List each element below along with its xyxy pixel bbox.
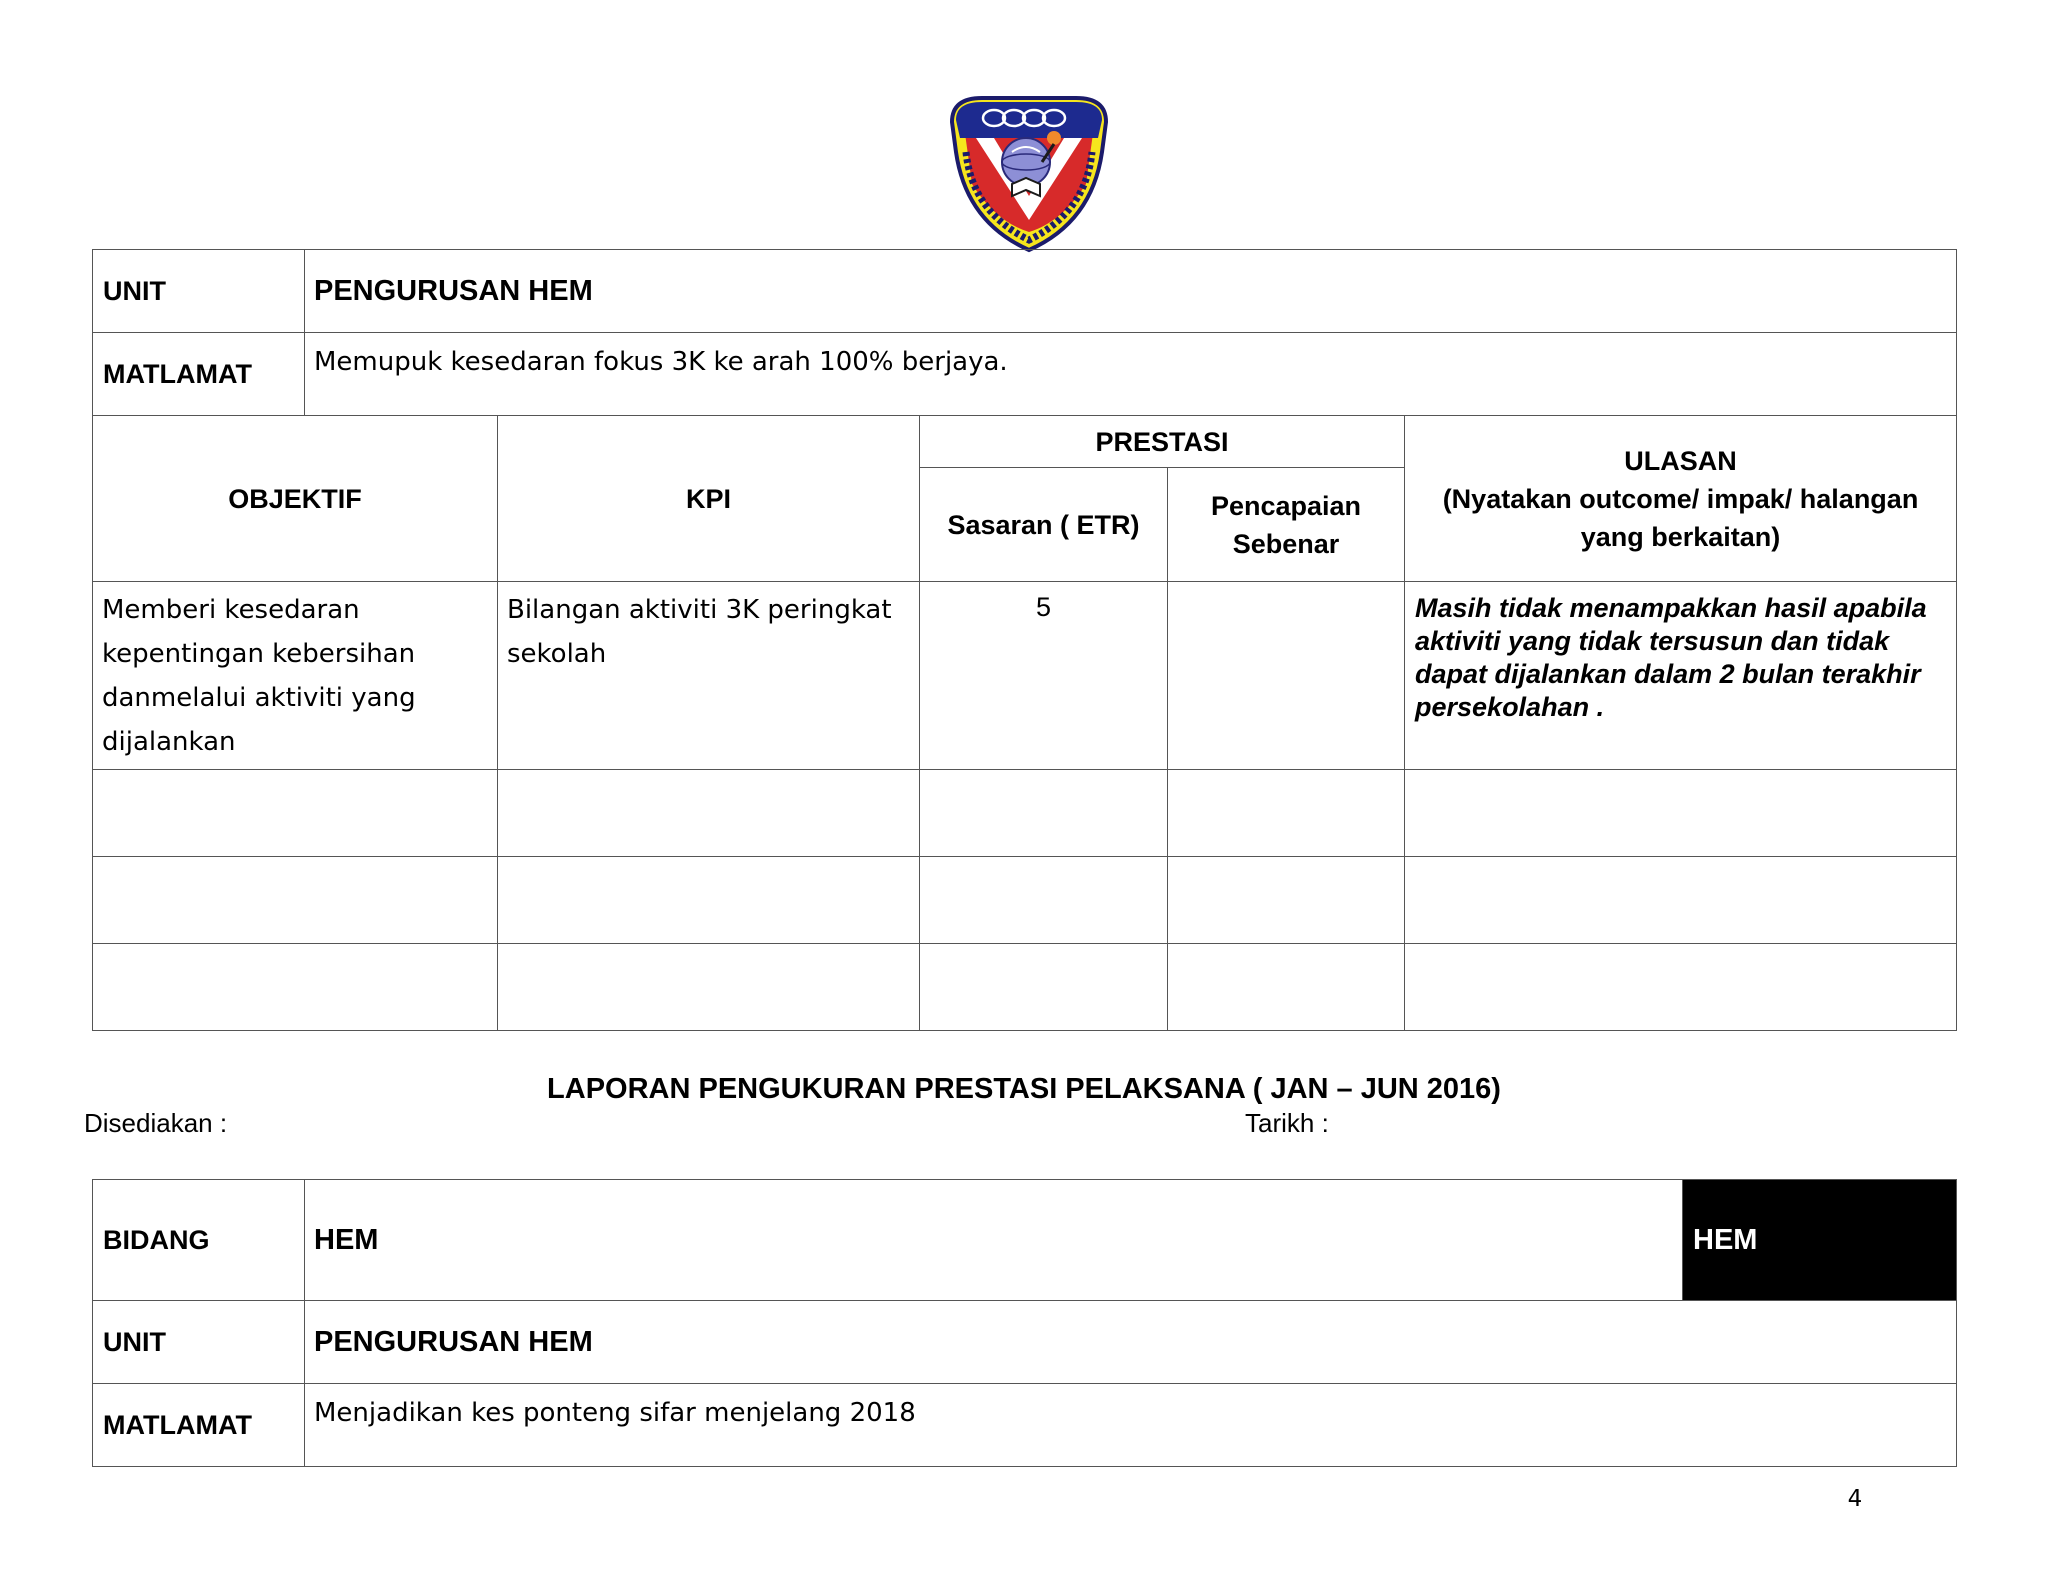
empty-cell <box>1405 770 1957 857</box>
unit-value: PENGURUSAN HEM <box>305 1301 1957 1384</box>
unit-label: UNIT <box>93 250 305 333</box>
actual-header <box>1168 468 1405 582</box>
empty-cell <box>1168 857 1405 944</box>
empty-cell <box>93 944 498 1031</box>
review-header <box>1405 416 1957 582</box>
empty-cell <box>1405 857 1957 944</box>
top-info-table <box>92 249 1957 416</box>
review-header-title: ULASAN <box>1624 445 1737 476</box>
goal-label: MATLAMAT <box>93 333 305 416</box>
actual-cell <box>1168 582 1405 770</box>
report-title: LAPORAN PENGUKURAN PRESTASI PELAKSANA ( JAN – JUN 2016) <box>547 1073 1501 1105</box>
empty-cell <box>498 857 920 944</box>
empty-cell <box>93 857 498 944</box>
empty-cell <box>920 857 1168 944</box>
target-header: Sasaran ( ETR) <box>920 468 1168 582</box>
review-cell: Masih tidak menampakkan hasil apabila aktiviti yang tidak tersusun dan tidak dapat dijalankan dalam 2 bulan terakhir persekolahan . <box>1405 582 1957 770</box>
date-label: Tarikh : <box>1245 1108 1329 1138</box>
kpi-table <box>92 415 1957 1031</box>
table-row <box>93 857 1957 944</box>
field-label: BIDANG <box>93 1180 305 1301</box>
empty-cell <box>498 944 920 1031</box>
field-badge: HEM <box>1683 1180 1957 1301</box>
field-value: HEM <box>305 1180 1683 1301</box>
objective-cell: Memberi kesedaran kepentingan kebersihan danmelalui aktiviti yang dijalankan <box>93 582 498 770</box>
empty-cell <box>93 770 498 857</box>
goal-value: Memupuk kesedaran fokus 3K ke arah 100% berjaya. <box>305 333 1957 416</box>
school-crest-icon <box>942 92 1116 254</box>
kpi-cell: Bilangan aktiviti 3K peringkat sekolah <box>498 582 920 770</box>
table-row <box>93 770 1957 857</box>
empty-cell <box>920 770 1168 857</box>
bottom-info-table <box>92 1179 1957 1467</box>
actual-header-line2: Sebenar <box>1232 528 1340 559</box>
objective-header: OBJEKTIF <box>93 416 498 582</box>
table-row <box>93 582 1957 770</box>
empty-cell <box>498 770 920 857</box>
empty-cell <box>1168 944 1405 1031</box>
empty-cell <box>1405 944 1957 1031</box>
empty-cell <box>1168 770 1405 857</box>
review-header-note-cont: yang berkaitan) <box>1580 521 1781 552</box>
goal-label: MATLAMAT <box>93 1384 305 1467</box>
target-cell: 5 <box>920 582 1168 770</box>
unit-label: UNIT <box>93 1301 305 1384</box>
table-row <box>93 944 1957 1031</box>
kpi-header: KPI <box>498 416 920 582</box>
goal-value: Menjadikan kes ponteng sifar menjelang 2018 <box>305 1384 1957 1467</box>
performance-header: PRESTASI <box>920 416 1405 468</box>
actual-header-line1: Pencapaian <box>1210 490 1362 521</box>
review-header-note: (Nyatakan outcome/ impak/ halangan <box>1442 483 1919 514</box>
prepared-by-label: Disediakan : <box>84 1108 228 1138</box>
unit-value: PENGURUSAN HEM <box>305 250 1957 333</box>
empty-cell <box>920 944 1168 1031</box>
page-number: 4 <box>1847 1486 1863 1512</box>
